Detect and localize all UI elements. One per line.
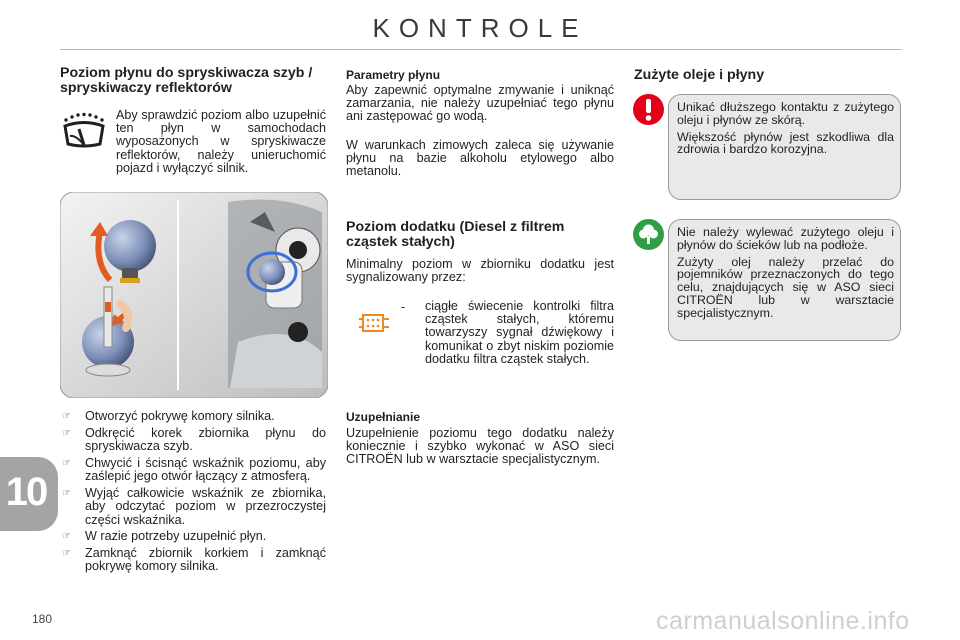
chapter-number: 10 [5, 470, 47, 514]
washer-fluid-steps [60, 410, 326, 577]
list-item: ☞ W razie potrzeby uzupełnić płyn. [62, 529, 267, 544]
exclamation-warning-icon [633, 94, 664, 125]
additive-intro: Minimalny poziom w zbiorniku dodatku jest sygnalizowany przez: [346, 257, 614, 285]
washer-fluid-icon [60, 112, 108, 152]
list-item: ☞ Otworzyć pokrywę komory silnika. [62, 409, 275, 423]
list-item: ☞ Chwycić i ścisnąć wskaźnik poziomu, aby zaślepić jego otwór łączący z atmosferą. [62, 455, 326, 484]
eco-note [668, 219, 901, 341]
engine-bay-illustration [60, 192, 328, 398]
watermark: carmanualsonline.info [656, 607, 910, 635]
particle-filter-warning-icon [359, 311, 393, 335]
header-divider [60, 49, 902, 50]
additive-level-heading: Poziom dodatku (Diesel z filtrem cząstek stałych) [346, 219, 565, 250]
pointing-hand-icon: ☞ [62, 548, 71, 560]
warning-text-2: Większość płynów jest szkodliwa dla zdrowia i bardzo korozyjna. [677, 129, 894, 157]
page-title: KONTROLE [372, 13, 588, 43]
chapter-tab [0, 457, 58, 531]
list-item: ☞ Zamknąć zbiornik korkiem i zamknąć pokrywę komory silnika. [62, 546, 326, 574]
page-number: 180 [32, 612, 53, 626]
washer-fluid-intro: Aby sprawdzić poziom albo uzupełnić ten płyn w samochodach wyposażonych w spryskiwacze reflektorów, należy unieruchomić pojazd i wyłączyć silnik. [116, 108, 326, 175]
pointing-hand-icon: ☞ [62, 487, 71, 499]
list-item: ☞ Odkręcić korek zbiornika płynu do spryskiwacza szyb. [62, 425, 326, 454]
list-item: ☞ Wyjąć całkowicie wskaźnik ze zbiornika, aby odczytać poziom w przezroczystej części wskaźnika. [62, 485, 326, 527]
dash-marker: - [401, 300, 406, 314]
environment-tree-icon [633, 219, 664, 250]
warning-note [668, 94, 901, 200]
additive-warning-item: ciągłe świecenie kontrolki filtra cząstek stałych, któremu towarzyszy sygnał dźwiękowy i komunikat o zbyt niskim poziomie dodatku filtra cząstek stałych. [425, 299, 614, 366]
eco-text-1: Nie należy wylewać zużytego oleju i płynów do ścieków lub na podłoże. [677, 225, 894, 252]
refill-text: Uzupełnienie poziomu tego dodatku należy koniecznie i szybko wykonać w ASO sieci CITROËN lub w warsztacie specjalistycznym. [346, 426, 614, 467]
pointing-hand-icon: ☞ [62, 411, 71, 422]
refill-heading: Uzupełnianie [346, 410, 421, 424]
warning-text-1: Unikać dłuższego kontaktu z zużytego oleju i płynów ze skórą. [677, 100, 894, 127]
pointing-hand-icon: ☞ [62, 531, 71, 543]
pointing-hand-icon: ☞ [62, 427, 71, 439]
washer-fluid-heading: Poziom płynu do spryskiwacza szyb / spryskiwaczy reflektorów [60, 65, 313, 96]
fluid-params-text-2: W warunkach zimowych zaleca się używanie płynu na bazie alkoholu etylowego albo metanolu. [346, 138, 614, 179]
fluid-params-heading: Parametry płynu [346, 68, 441, 82]
fluid-params-text-1: Aby zapewnić optymalne zmywanie i uniknąć zamarzania, nie należy uzupełniać tego płynu ani zastępować go wodą. [346, 83, 614, 124]
eco-text-2: Zużyty olej należy przelać do pojemników przeznaczonych do tego celu, znajdujących się w ASO sieci CITROËN lub w warsztacie specjalistycznym. [677, 254, 894, 320]
used-oils-heading: Zużyte oleje i płyny [634, 67, 765, 83]
pointing-hand-icon: ☞ [62, 457, 71, 469]
